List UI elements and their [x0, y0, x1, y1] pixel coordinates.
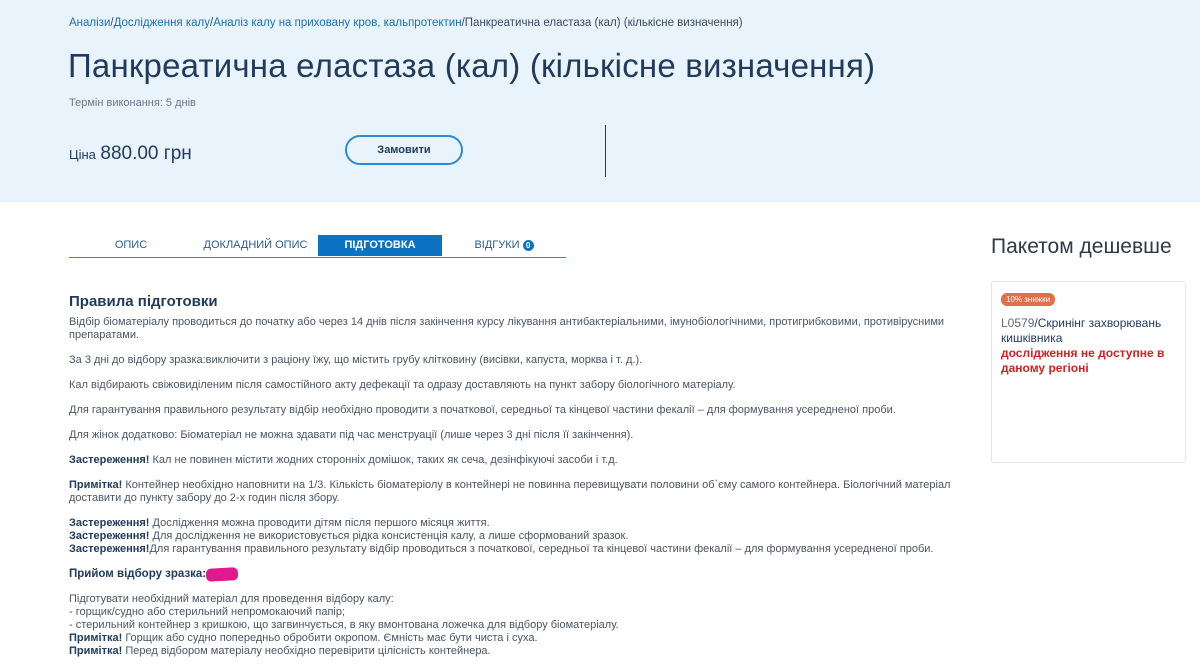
price-value: 880.00 грн — [100, 143, 192, 164]
order-button[interactable]: Замовити — [345, 135, 463, 165]
paragraph: Для гарантування правильного результату відбір необхідно проводити з початкової, середньої та кінцевої частини фекалії – для формування усередненої проби. — [69, 404, 896, 416]
warning-label: Застереження! — [69, 530, 150, 542]
package-card[interactable] — [991, 281, 1186, 463]
breadcrumb-separator: / — [461, 17, 465, 29]
paragraph — [69, 454, 974, 467]
paragraph: Кал відбирають свіжовиділеним після самостійного акту дефекації та одразу доставляють на пункт забору біологічного матеріалу. — [69, 379, 736, 391]
paragraph — [69, 632, 974, 645]
turnaround-time: Термін виконання: 5 днів — [69, 97, 196, 109]
paragraph: Підготувати необхідний матеріал для проведення відбору калу: — [69, 593, 394, 605]
reception-line — [69, 568, 974, 581]
paragraph-text: Для дослідження не використовується рідка консистенція калу, а лише сформований зразок. — [149, 530, 629, 542]
warning-label: Застереження! — [69, 543, 150, 555]
paragraph — [69, 479, 974, 505]
package-name[interactable]: L0579/Скринінг захворювань кишківника — [1001, 316, 1162, 345]
preparation-content — [69, 292, 974, 658]
paragraph: Для жінок додатково: Біоматеріал не можна здавати під час менструації (лише через 3 дні після її закінчення). — [69, 429, 634, 441]
tab-label: ПІДГОТОВКА — [344, 239, 416, 251]
warning-label: Застереження! — [69, 517, 150, 529]
list-item: - горщик/судно або стерильний непромокаючий папір; — [69, 606, 346, 618]
note-label: Примітка! — [69, 479, 123, 491]
breadcrumb-separator: / — [110, 17, 114, 29]
tab-label: ВІДГУКИ — [474, 239, 520, 251]
breadcrumb-separator: / — [210, 17, 214, 29]
note-label: Примітка! — [69, 632, 123, 644]
breadcrumb — [69, 17, 743, 29]
content-tabs — [69, 235, 566, 258]
package-code: L0579 — [1001, 316, 1035, 330]
paragraph — [69, 517, 974, 530]
reviews-count-badge: 0 — [523, 240, 534, 251]
product-header — [0, 0, 1200, 202]
paragraph — [69, 530, 974, 543]
page-title: Панкреатична еластаза (кал) (кількісне визначення) — [68, 47, 876, 84]
breadcrumb-link-analyses[interactable]: Аналізи — [69, 17, 111, 29]
tab-label: ОПИС — [114, 239, 148, 251]
package-title: Скринінг захворювань кишківника — [1001, 316, 1162, 345]
tab-label: ДОКЛАДНИЙ ОПИС — [203, 239, 308, 251]
reception-days-highlight: пн.-чт. — [206, 567, 238, 582]
paragraph — [69, 543, 974, 556]
paragraph-text: Контейнер необхідно наповнити на 1/3. Кількість біоматеріолу в контейнері не повинна перевищувати половини об`єму самого контейнера. Біологічний матеріал доставити до пункту забору до 2-х годин після збору. — [69, 479, 951, 504]
paragraph: За 3 дні до відбору зразка:виключити з раціону їжу, що містить грубу клітковину (висівки, капуста, морква і т. д.). — [69, 354, 643, 366]
paragraph: Відбір біоматеріалу проводиться до початку або через 14 днів після закінчення курсу лікування антибактеріальними, імунобіологічними, протигрибковими, противірусними препаратами. — [69, 316, 945, 341]
breadcrumb-current: Панкреатична еластаза (кал) (кількісне визначення) — [464, 17, 743, 29]
breadcrumb-link-stool-tests[interactable]: Дослідження калу — [113, 17, 210, 29]
tab-detailed-description[interactable] — [193, 235, 318, 256]
paragraph-text: Перед відбором матеріалу необхідно перевірити цілісність контейнера. — [122, 645, 491, 657]
reception-label: Прийом відбору зразка: — [69, 568, 207, 580]
tab-reviews[interactable] — [442, 235, 566, 256]
paragraph-text: Кал не повинен містити жодних сторонніх домішок, таких як сеча, дезінфікуючі засоби і т.д. — [149, 454, 618, 466]
paragraph-text: Для гарантування правильного результату відбір проводиться з початкової, середньої та кінцевої частини фекалії – для формування усередненої проби. — [149, 543, 934, 555]
section-heading: Правила підготовки — [69, 293, 218, 310]
paragraph — [69, 645, 974, 658]
tab-preparation[interactable] — [318, 235, 442, 256]
package-section-title: Пакетом дешевше — [991, 235, 1172, 258]
paragraph-text: Дослідження можна проводити дітям після першого місяця життя. — [149, 517, 490, 529]
warning-label: Застереження! — [69, 454, 150, 466]
discount-badge: 10% знижки — [1001, 293, 1055, 306]
price — [69, 143, 192, 165]
paragraph-text: Горщик або судно попередньо обробити окропом. Ємність має бути чиста і суха. — [122, 632, 538, 644]
price-label: Ціна — [69, 147, 96, 162]
breadcrumb-link-occult-blood[interactable]: Аналіз калу на приховану кров, кальпротектин — [213, 17, 462, 29]
list-item: - стерильний контейнер з кришкою, що загвинчується, в яку вмонтована ложечка для відбору біоматеріалу. — [69, 619, 619, 631]
note-label: Примітка! — [69, 645, 123, 657]
tab-description[interactable] — [69, 235, 193, 256]
availability-warning: дослідження не доступне в даному регіоні — [1001, 346, 1165, 375]
header-divider — [605, 125, 606, 177]
